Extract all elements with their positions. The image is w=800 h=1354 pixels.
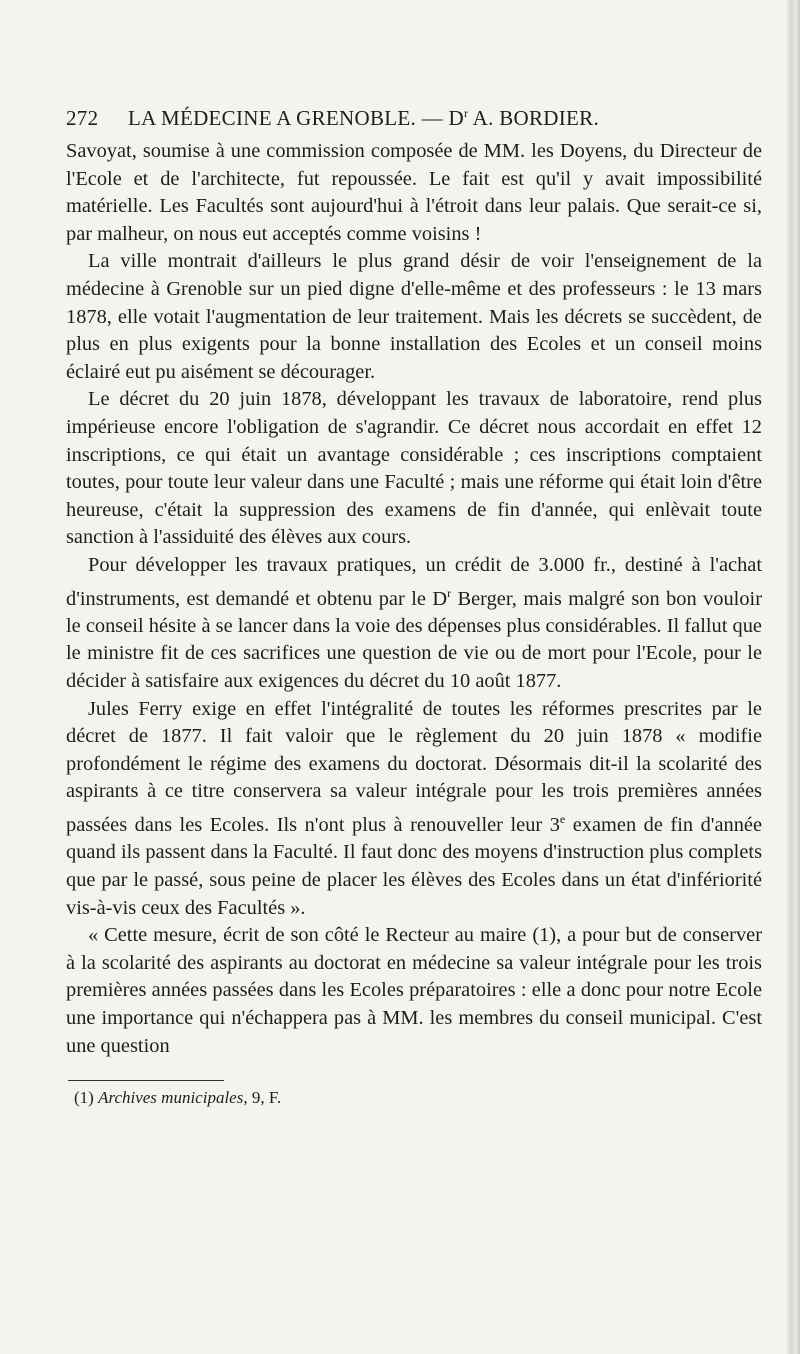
paragraph: Le décret du 20 juin 1878, développant les travaux de laboratoire, rend plus impérieuse encore l'obligation de s'agrandir. Ce décret nous accordait en effet 12 inscriptions, ce qui était un avantage considérable ; ces inscriptions comptaient toutes, pour toute leur valeur dans une Faculté ; mais une réforme qui était loin d'être heureuse, c'était la suppression des examens de fin d'année, qui enlèvait toute sanction à l'assiduité des élèves aux cours.: [66, 388, 762, 549]
body-text: [66, 138, 762, 1060]
running-title: LA MÉDECINE A GRENOBLE. — $D^r$ A. BORDIER.: [128, 106, 600, 130]
footnote: (1) Archives municipales, 9, F.: [74, 1088, 282, 1108]
footnote-rule: [68, 1080, 224, 1081]
paragraph: Jules Ferry exige en effet l'intégralité de toutes les réformes prescrites par le décret de 1877. Il fait valoir que le règlement du 20 juin 1878 « modifie profondément le régime des examens du doctorat. Désormais dit-il la scolarité des aspirants à ce titre conservera sa valeur intégrale pour les trois premières années passées dans les Ecoles. Ils n'ont plus à renouveller leur 3e examen de fin d'année quand ils passent dans la Faculté. Il faut donc des moyens d'instruction plus complets que par le passé, sous peine de placer les élèves des Ecoles dans un état d'infériorité vis-à-vis ceux des Facultés ».: [66, 697, 762, 919]
paragraph: La ville montrait d'ailleurs le plus grand désir de voir l'enseignement de la médecine à Grenoble sur un pied digne d'elle-même et des professeurs : le 13 mars 1878, elle votait l'augmentation de leur traitement. Mais les décrets se succèdent, de plus en plus exigents pour la bonne installation des Ecoles et un conseil moins éclairé eut pu aisément se décourager.: [66, 250, 762, 383]
paragraph: Pour développer les travaux pratiques, un crédit de 3.000 fr., destiné à l'achat d'instruments, est demandé et obtenu par le $D^r$ Berger, mais malgré son bon vouloir le conseil hésite à se lancer dans la voie des dépenses plus considérables. Il fallut que le ministre fit de ces sacrifices une question de vie ou de mort pour l'Ecole, pour le décider à satisfaire aux exigences du décret du 10 août 1877.: [66, 553, 762, 693]
paragraph: « Cette mesure, écrit de son côté le Recteur au maire (1), a pour but de conserver à la scolarité des aspirants au doctorat en médecine sa valeur intégrale pour les trois premières années passées dans les Ecoles préparatoires : elle a donc pour notre Ecole une importance qui n'échappera pas à MM. les membres du conseil municipal. C'est une question: [66, 924, 762, 1057]
page-number: 272: [66, 106, 99, 130]
page-edge-shadow: [786, 0, 800, 1354]
paragraph: Savoyat, soumise à une commission composée de MM. les Doyens, du Directeur de l'Ecole et de l'architecte, fut repoussée. Le fait est qu'il y avait impossibilité matérielle. Les Facultés sont aujourd'hui à l'étroit dans leur palais. Que serait-ce si, par malheur, on nous eut acceptés comme voisins !: [66, 140, 762, 245]
running-header: [66, 106, 762, 134]
book-page: [66, 106, 762, 1109]
